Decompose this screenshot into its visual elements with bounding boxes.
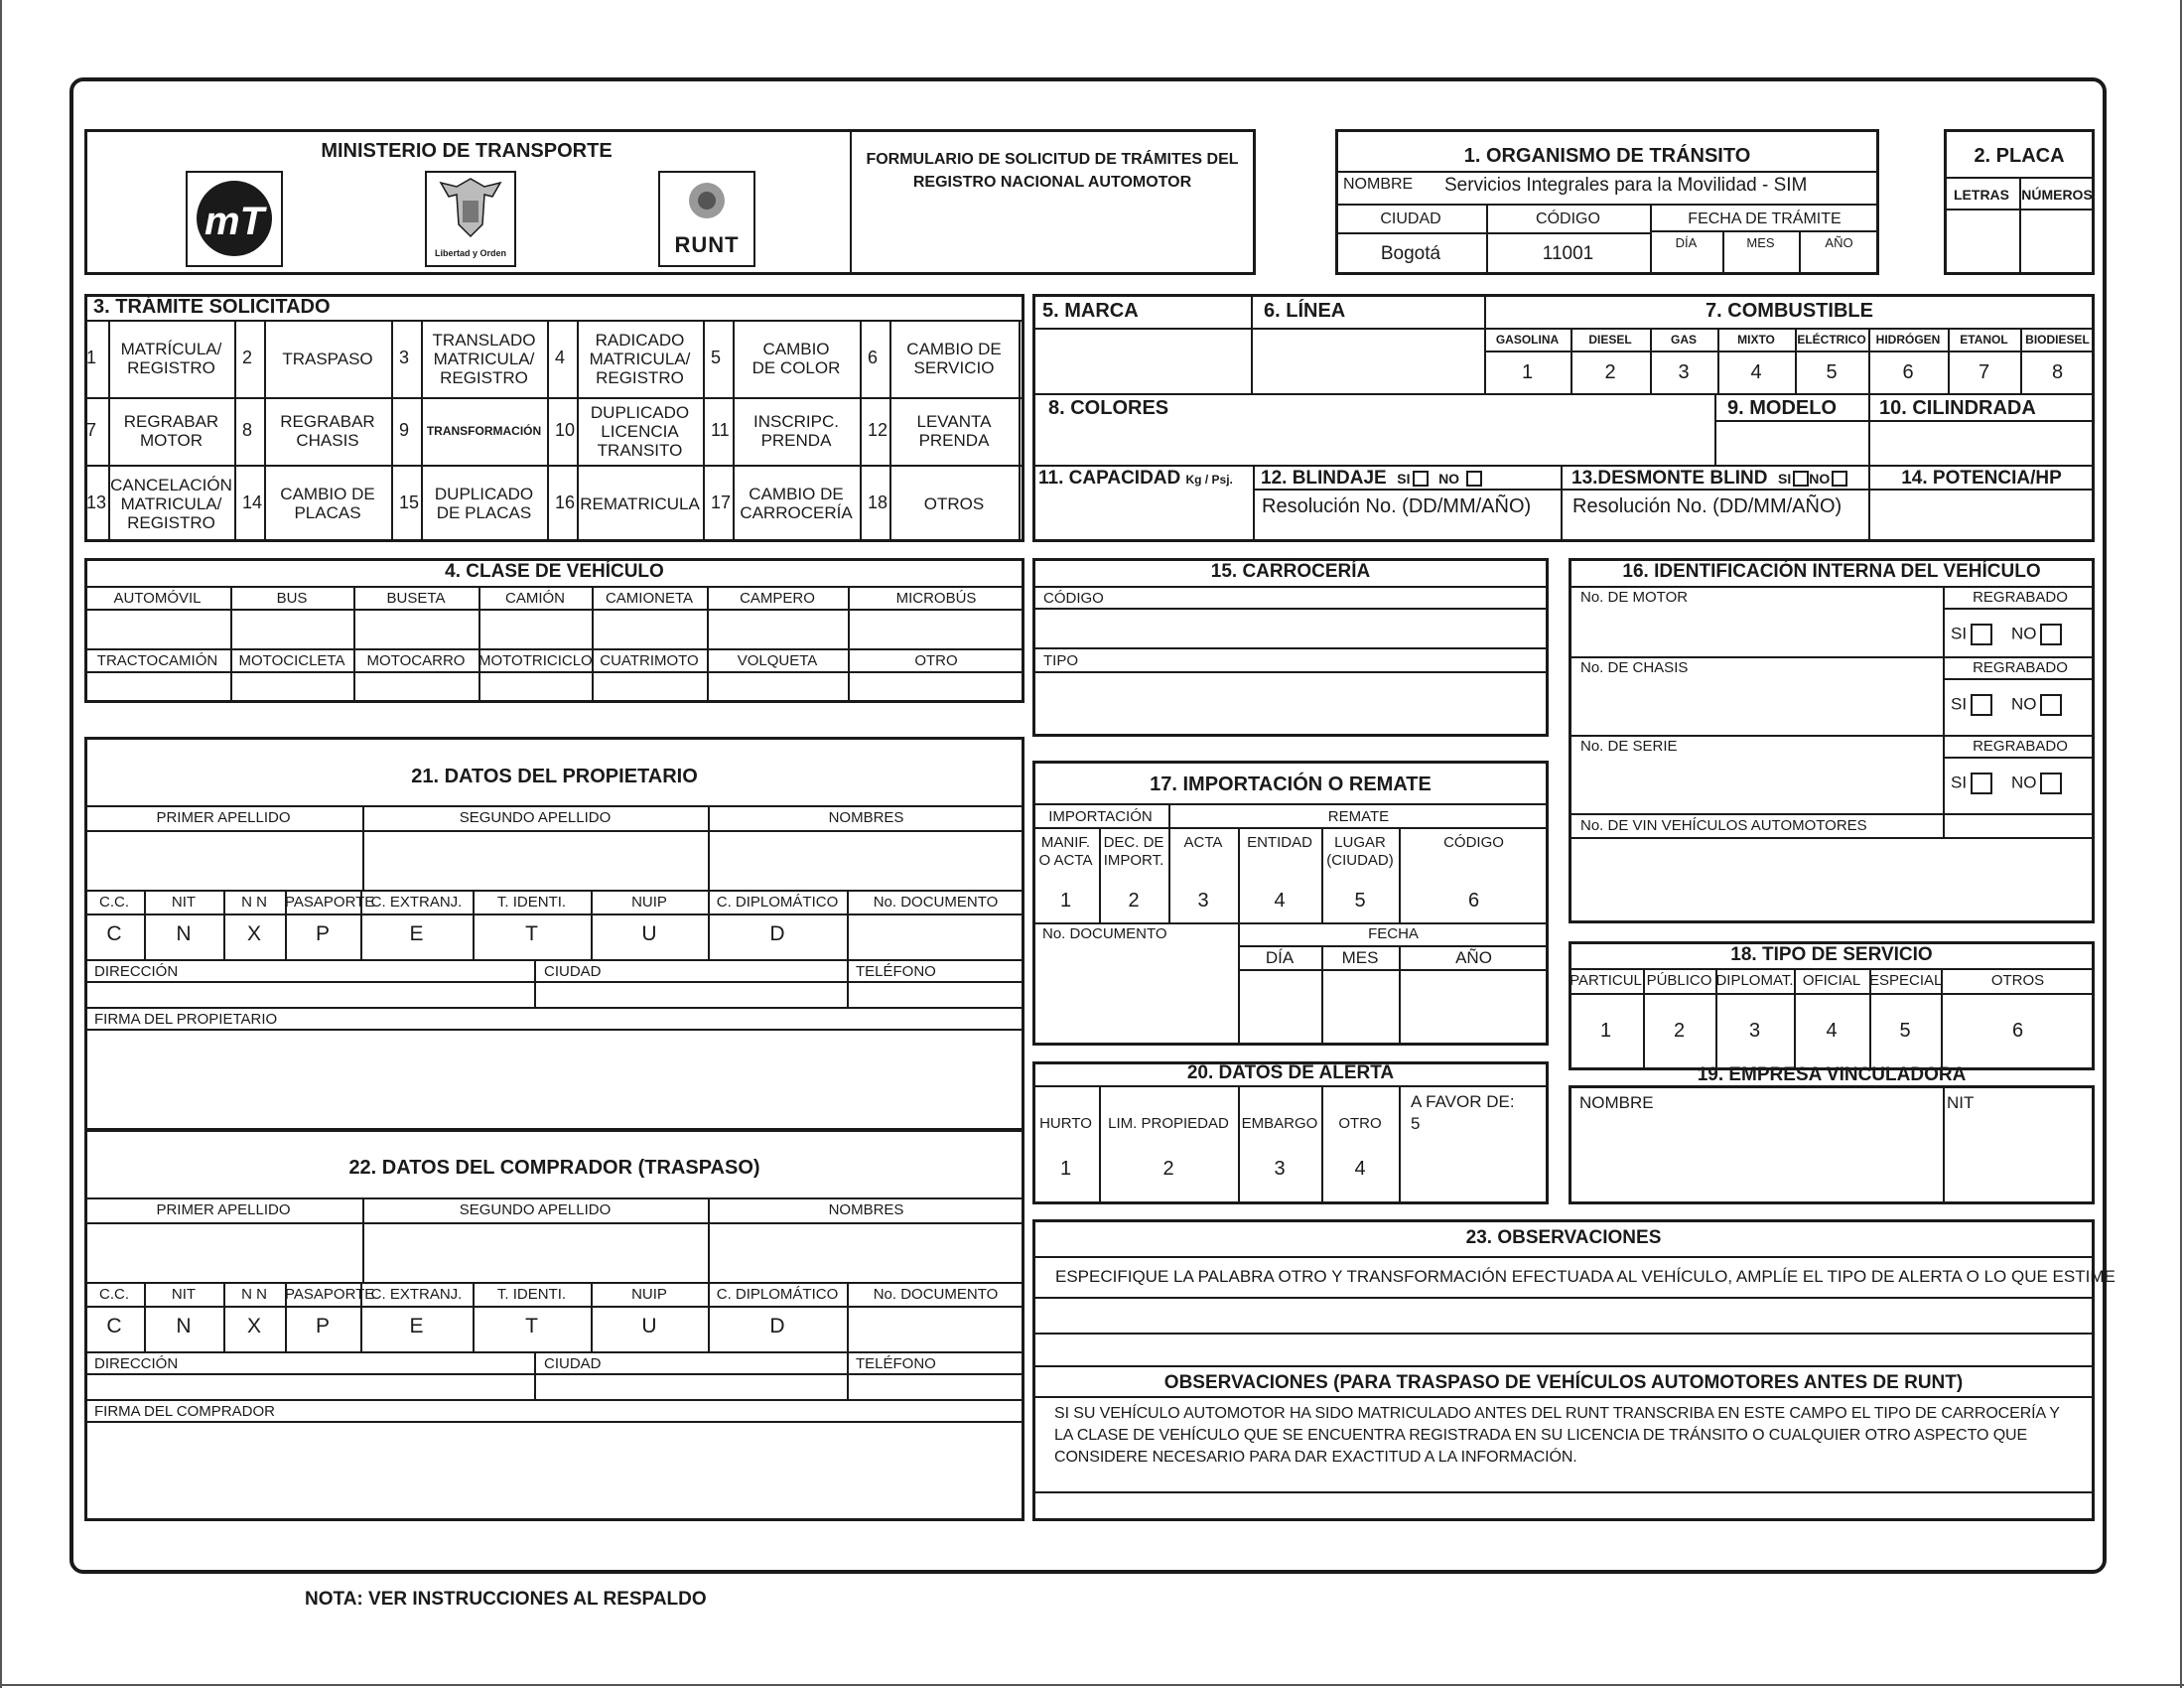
ident-chasis-no-checkbox[interactable]	[2040, 694, 2062, 716]
comprador-nombres-label: NOMBRES	[828, 1201, 904, 1218]
fuel-option-6[interactable]: 6	[1902, 361, 1914, 383]
marca-label: 5. MARCA	[1042, 300, 1139, 322]
tramite-num-18: 18	[868, 492, 888, 512]
servicio-option-2[interactable]: 2	[1673, 1020, 1686, 1042]
servicio-option-1[interactable]: 1	[1599, 1020, 1612, 1042]
propietario-doc-option-1[interactable]: C	[106, 922, 122, 945]
blindaje-no-checkbox[interactable]	[1466, 471, 1482, 487]
fuel-option-5[interactable]: 5	[1826, 361, 1838, 383]
clase-option-8[interactable]: TRACTOCAMIÓN	[96, 652, 218, 669]
identificacion-title: 16. IDENTIFICACIÓN INTERNA DEL VEHÍCULO	[1622, 561, 2041, 582]
clase-option-13[interactable]: VOLQUETA	[737, 652, 818, 669]
empresa-title: 19. EMPRESA VINCULADORA	[1697, 1064, 1967, 1085]
tramite-num-3: 3	[399, 348, 410, 367]
tramite-num-4: 4	[555, 348, 566, 367]
tramite-num-17: 17	[711, 492, 732, 512]
ident-chasis-label: No. DE CHASIS	[1580, 659, 1689, 676]
alerta-label-3: EMBARGO	[1241, 1115, 1318, 1132]
observaciones-traspaso-line3: CONSIDERE NECESARIO PARA DAR EXACTITUD A LA INFORMACIÓN.	[1054, 1449, 1577, 1466]
comprador-doc-option-7[interactable]: U	[641, 1315, 657, 1337]
svg-text:mT: mT	[205, 200, 264, 243]
runt-logo-text: RUNT	[674, 232, 740, 257]
blindaje-label	[1261, 468, 1482, 490]
imp-option-6[interactable]: 6	[1467, 890, 1480, 912]
servicio-label-6: OTROS	[1990, 972, 2045, 989]
servicio-label-4: OFICIAL	[1802, 972, 1861, 989]
propietario-firma-label: FIRMA DEL PROPIETARIO	[94, 1011, 278, 1028]
desmonte-resolucion[interactable]: Resolución No. (DD/MM/AÑO)	[1572, 495, 1843, 517]
colores-label: 8. COLORES	[1048, 397, 1169, 419]
observaciones-traspaso-line1: SI SU VEHÍCULO AUTOMOTOR HA SIDO MATRICULADO ANTES DEL RUNT TRANSCRIBA EN ESTE CAMPO EL TIPO DE CARROCERÍA Y	[1054, 1405, 2060, 1422]
propietario-nombres-label: NOMBRES	[828, 809, 904, 826]
tramite-option-3-l2[interactable]: MATRICULA/	[433, 349, 535, 368]
tramite-title: 3. TRÁMITE SOLICITADO	[93, 296, 331, 318]
imp-option-4[interactable]: 4	[1274, 890, 1286, 912]
servicio-label-3: DIPLOMAT.	[1715, 972, 1794, 989]
clase-title: 4. CLASE DE VEHÍCULO	[445, 561, 664, 582]
comprador-title: 22. DATOS DEL COMPRADOR (TRASPASO)	[348, 1157, 760, 1179]
fuel-label-7: ETANOL	[1960, 333, 2008, 347]
alerta-option-1[interactable]: 1	[1059, 1158, 1072, 1180]
organismo-nombre-label: NOMBRE	[1343, 176, 1414, 193]
coat-of-arms	[425, 171, 516, 267]
tramite-option-10-l1[interactable]: DUPLICADO	[590, 402, 690, 422]
clase-option-12[interactable]: CUATRIMOTO	[600, 652, 699, 669]
propietario-doc-option-7[interactable]: U	[641, 922, 657, 945]
comprador-doc-option-5[interactable]: E	[409, 1315, 424, 1337]
tramite-option-14-l1[interactable]: CAMBIO DE	[280, 485, 375, 503]
tramite-option-4-l2[interactable]: MATRICULA/	[589, 349, 691, 368]
tramite-option-11-l1[interactable]: INSCRIPC.	[753, 412, 839, 431]
combustible-label: 7. COMBUSTIBLE	[1706, 300, 1873, 322]
tramite-option-3-l1[interactable]: TRANSLADO	[432, 330, 536, 350]
fuel-option-4[interactable]: 4	[1750, 361, 1762, 383]
imp-col-6-label-1: CÓDIGO	[1443, 834, 1504, 851]
fuel-option-3[interactable]: 3	[1678, 361, 1690, 383]
tramite-num-16: 16	[555, 492, 576, 512]
propietario-doc-label-6: T. IDENTI.	[496, 894, 567, 911]
tramite-num-13: 13	[86, 492, 107, 512]
imp-option-5[interactable]: 5	[1354, 890, 1366, 912]
comprador-doc-label-4: PASAPORTE	[285, 1286, 375, 1303]
fuel-label-1: GASOLINA	[1495, 333, 1560, 347]
placa-numeros-label: NÚMEROS	[2021, 187, 2093, 203]
clase-option-4[interactable]: CAMIÓN	[505, 590, 565, 607]
alerta-option-3[interactable]: 3	[1274, 1158, 1286, 1180]
ident-serie-si: SI	[1951, 773, 1968, 792]
fuel-label-6: HIDRÓGEN	[1875, 333, 1941, 347]
propietario-doc-option-8[interactable]: D	[769, 922, 785, 945]
comprador-doc-label-6: T. IDENTI.	[496, 1286, 567, 1303]
imp-col-2-label-1: DEC. DE	[1103, 834, 1164, 851]
comprador-segundo-apellido-label: SEGUNDO APELLIDO	[459, 1201, 612, 1218]
propietario-primer-apellido-label: PRIMER APELLIDO	[156, 809, 291, 826]
coat-of-arms-icon	[427, 173, 514, 244]
blindaje-no: NO	[1438, 471, 1460, 487]
tramite-option-2-l1[interactable]: TRASPASO	[282, 349, 373, 368]
propietario-doc-label-7: NUIP	[631, 894, 667, 911]
tramite-option-18-l1[interactable]: OTROS	[923, 493, 985, 513]
ident-serie-no-checkbox[interactable]	[2040, 773, 2062, 794]
empresa-nombre-label: NOMBRE	[1579, 1093, 1654, 1112]
linea-label: 6. LÍNEA	[1264, 300, 1346, 322]
fecha-anio-label: AÑO	[1825, 235, 1853, 250]
fecha-dia-label: DÍA	[1675, 235, 1698, 250]
capacidad-unit: Kg / Psj.	[1185, 473, 1233, 487]
comprador-doc-option-8[interactable]: D	[769, 1315, 785, 1337]
tramite-num-14: 14	[242, 492, 263, 512]
imp-col-5-label-2: (CIUDAD)	[1326, 852, 1394, 869]
servicio-label-1: PARTICUL	[1570, 972, 1642, 989]
mt-logo-icon	[188, 173, 281, 265]
tramite-num-11: 11	[711, 420, 730, 440]
capacidad-label	[1038, 468, 1233, 490]
comprador-doc-label-2: NIT	[171, 1286, 197, 1303]
alerta-favor-num[interactable]: 5	[1411, 1114, 1421, 1133]
potencia-label: 14. POTENCIA/HP	[1901, 468, 2062, 489]
tramite-num-2: 2	[242, 348, 253, 367]
tramite-option-4-l1[interactable]: RADICADO	[595, 330, 685, 350]
desmonte-text: 13.DESMONTE BLIND	[1571, 468, 1768, 489]
modelo-label: 9. MODELO	[1727, 397, 1838, 419]
comprador-telefono-label: TELÉFONO	[856, 1355, 936, 1372]
alerta-label-2: LIM. PROPIEDAD	[1108, 1115, 1229, 1132]
tramite-option-4-l3[interactable]: REGISTRO	[596, 367, 684, 387]
comprador-doc-label-7: NUIP	[631, 1286, 667, 1303]
blindaje-si: SI	[1397, 471, 1411, 487]
propietario-doc-option-3[interactable]: X	[246, 922, 261, 945]
comprador-ciudad-label: CIUDAD	[544, 1355, 602, 1372]
tramite-num-10: 10	[555, 420, 576, 440]
comprador-doc-label-1: C.C.	[99, 1286, 129, 1303]
tramite-option-10-l2[interactable]: LICENCIA	[601, 421, 679, 441]
imp-option-3[interactable]: 3	[1197, 890, 1209, 912]
tramite-option-6-l2[interactable]: SERVICIO	[913, 358, 995, 377]
tramite-option-13-l1[interactable]: CANCELACIÓN	[110, 475, 232, 494]
desmonte-no-checkbox[interactable]	[1832, 471, 1847, 487]
fuel-option-2[interactable]: 2	[1604, 361, 1616, 383]
propietario-doc-option-5[interactable]: E	[409, 922, 424, 945]
clase-option-9[interactable]: MOTOCICLETA	[238, 652, 345, 669]
tramite-option-1-l2[interactable]: REGISTRO	[127, 358, 215, 377]
tramite-num-8: 8	[242, 420, 253, 440]
tramite-option-17-l1[interactable]: CAMBIO DE	[749, 485, 844, 503]
imp-option-2[interactable]: 2	[1128, 890, 1140, 912]
organismo-nombre-value[interactable]: Servicios Integrales para la Movilidad - SIM	[1444, 175, 1808, 196]
fuel-label-2: DIESEL	[1588, 333, 1632, 347]
propietario-doc-label-1: C.C.	[99, 894, 129, 911]
comprador-direccion-label: DIRECCIÓN	[94, 1355, 179, 1372]
tramite-option-17-l2[interactable]: CARROCERÍA	[740, 503, 853, 522]
comprador-doc-label-3: N N	[241, 1286, 267, 1303]
runt-logo-icon	[660, 173, 753, 232]
ident-motor-no-checkbox[interactable]	[2040, 624, 2062, 645]
propietario-doc-label-9: No. DOCUMENTO	[873, 894, 999, 911]
nota-footer: NOTA: VER INSTRUCCIONES AL RESPALDO	[305, 1589, 707, 1610]
fuel-option-1[interactable]: 1	[1521, 361, 1534, 383]
tramite-option-1-l1[interactable]: MATRÍCULA/	[120, 340, 222, 358]
observaciones-box	[1032, 1219, 2095, 1521]
form-title-1: FORMULARIO DE SOLICITUD DE TRÁMITES DEL	[866, 151, 1239, 168]
comprador-firma-label: FIRMA DEL COMPRADOR	[94, 1403, 275, 1420]
comprador-doc-label-9: No. DOCUMENTO	[873, 1286, 999, 1303]
comprador-doc-option-1[interactable]: C	[106, 1315, 122, 1337]
page-edge-bottom	[0, 1684, 2184, 1686]
fecha-mes-label: MES	[1746, 235, 1775, 250]
propietario-ciudad-label: CIUDAD	[544, 963, 602, 980]
comprador-doc-option-6[interactable]: T	[525, 1315, 538, 1337]
propietario-doc-label-5: C. EXTRANJ.	[370, 894, 463, 911]
fuel-option-8[interactable]: 8	[2051, 361, 2064, 383]
tramite-num-7: 7	[86, 420, 97, 440]
propietario-doc-option-2[interactable]: N	[176, 922, 192, 945]
tramite-option-15-l2[interactable]: DE PLACAS	[436, 503, 532, 522]
importacion-label: IMPORTACIÓN	[1048, 808, 1153, 825]
imp-option-1[interactable]: 1	[1059, 890, 1072, 912]
fuel-label-3: GAS	[1670, 333, 1697, 347]
empresa-nit-label: NIT	[1947, 1093, 1975, 1112]
ident-chasis-regrabado	[1951, 694, 2062, 716]
tramite-option-7-l1[interactable]: REGRABAR	[123, 412, 219, 431]
tramite-option-16-l1[interactable]: REMATRICULA	[580, 493, 700, 513]
ident-serie-si-checkbox[interactable]	[1971, 773, 1992, 794]
comprador-doc-label-5: C. EXTRANJ.	[370, 1286, 463, 1303]
tramite-num-5: 5	[711, 348, 722, 367]
alerta-label-1: HURTO	[1039, 1115, 1092, 1132]
tramite-option-5-l1[interactable]: CAMBIO	[762, 340, 830, 358]
carroceria-codigo-label: CÓDIGO	[1043, 590, 1104, 607]
tramite-option-13-l3[interactable]: REGISTRO	[127, 512, 215, 532]
ministry-title: MINISTERIO DE TRANSPORTE	[321, 140, 613, 162]
form-title-2: REGISTRO NACIONAL AUTOMOTOR	[912, 174, 1192, 191]
page-edge-left	[0, 0, 2, 1688]
comprador-doc-option-2[interactable]: N	[176, 1315, 192, 1337]
ident-motor-si-checkbox[interactable]	[1971, 624, 1992, 645]
fuel-option-7[interactable]: 7	[1978, 361, 1990, 383]
propietario-segundo-apellido-label: SEGUNDO APELLIDO	[459, 809, 612, 826]
importacion-documento-label: No. DOCUMENTO	[1042, 925, 1167, 942]
motto-text: Libertad y Orden	[434, 248, 506, 258]
capacidad-text: 11. CAPACIDAD	[1038, 468, 1181, 489]
imp-col-1-label-1: MANIF.	[1040, 834, 1091, 851]
organismo-codigo-label: CÓDIGO	[1536, 211, 1600, 227]
imp-dia-label: DÍA	[1265, 948, 1295, 967]
servicio-label-2: PÚBLICO	[1646, 972, 1712, 989]
clase-option-2[interactable]: BUS	[276, 590, 308, 607]
desmonte-si-checkbox[interactable]	[1793, 471, 1809, 487]
ident-serie-regrabado-label: REGRABADO	[1973, 738, 2068, 755]
ident-motor-regrabado-label: REGRABADO	[1973, 589, 2068, 606]
comprador-doc-option-3[interactable]: X	[246, 1315, 261, 1337]
tramite-option-15-l1[interactable]: DUPLICADO	[434, 485, 534, 503]
propietario-direccion-label: DIRECCIÓN	[94, 963, 179, 980]
servicio-label-5: ESPECIAL	[1869, 972, 1943, 989]
imp-col-2-label-2: IMPORT.	[1103, 852, 1164, 869]
alerta-favor-label: A FAVOR DE:	[1411, 1092, 1515, 1111]
ident-motor-si: SI	[1951, 624, 1968, 643]
imp-col-5-label-1: LUGAR	[1334, 834, 1386, 851]
importacion-title: 17. IMPORTACIÓN O REMATE	[1150, 774, 1432, 795]
cilindrada-label: 10. CILINDRADA	[1879, 397, 2036, 419]
importacion-fecha-label: FECHA	[1368, 925, 1419, 942]
tramite-option-11-l2[interactable]: PRENDA	[760, 431, 832, 450]
organismo-codigo-value[interactable]: 11001	[1542, 243, 1594, 264]
mt-logo	[186, 171, 283, 267]
tramite-option-7-l2[interactable]: MOTOR	[140, 431, 203, 450]
desmonte-no: NO	[1809, 471, 1831, 487]
ident-serie-regrabado	[1951, 773, 2062, 794]
imp-col-4-label-1: ENTIDAD	[1247, 834, 1312, 851]
clase-option-1[interactable]: AUTOMÓVIL	[113, 590, 202, 607]
fuel-label-8: BIODIESEL	[2025, 333, 2090, 347]
tramite-option-5-l2[interactable]: DE COLOR	[751, 358, 841, 377]
tramite-option-8-l2[interactable]: CHASIS	[296, 431, 359, 450]
desmonte-si: SI	[1777, 471, 1792, 487]
page-edge-right	[2180, 0, 2182, 1688]
servicio-option-5[interactable]: 5	[1899, 1020, 1911, 1042]
ident-chasis-si: SI	[1951, 694, 1968, 714]
imp-col-1-label-2: O ACTA	[1038, 852, 1093, 869]
tramite-option-10-l3[interactable]: TRANSITO	[597, 440, 683, 460]
propietario-doc-label-4: PASAPORTE	[285, 894, 375, 911]
alerta-option-2[interactable]: 2	[1162, 1158, 1174, 1180]
tramite-option-12-l2[interactable]: PRENDA	[918, 431, 990, 450]
observaciones-instructions: ESPECIFIQUE LA PALABRA OTRO Y TRANSFORMACIÓN EFECTUADA AL VEHÍCULO, AMPLÍE EL TIPO DE ALERTA O LO QUE ESTIME	[1055, 1267, 2116, 1286]
servicio-title: 18. TIPO DE SERVICIO	[1730, 944, 1933, 965]
propietario-title: 21. DATOS DEL PROPIETARIO	[411, 766, 698, 787]
alerta-label-4: OTRO	[1338, 1115, 1382, 1132]
tramite-num-9: 9	[399, 420, 410, 440]
observaciones-title: 23. OBSERVACIONES	[1465, 1227, 1662, 1248]
alerta-option-4[interactable]: 4	[1354, 1158, 1366, 1180]
clase-option-11[interactable]: MOTOTRICICLO	[478, 652, 593, 669]
clase-option-5[interactable]: CAMIONETA	[605, 590, 694, 607]
vin-label: No. DE VIN VEHÍCULOS AUTOMOTORES	[1580, 817, 1867, 834]
imp-anio-label: AÑO	[1455, 948, 1492, 967]
placa-title: 2. PLACA	[1974, 145, 2065, 167]
propietario-doc-option-4[interactable]: P	[315, 922, 330, 945]
organismo-title: 1. ORGANISMO DE TRÁNSITO	[1463, 145, 1751, 167]
tramite-option-14-l2[interactable]: PLACAS	[294, 503, 361, 522]
clase-option-7[interactable]: MICROBÚS	[895, 590, 977, 607]
clase-option-10[interactable]: MOTOCARRO	[366, 652, 466, 669]
comprador-primer-apellido-label: PRIMER APELLIDO	[156, 1201, 291, 1218]
ident-motor-regrabado	[1951, 624, 2062, 645]
blindaje-si-checkbox[interactable]	[1413, 471, 1429, 487]
observaciones-traspaso-line2: LA CLASE DE VEHÍCULO QUE SE ENCUENTRA REGISTRADA EN SU LICENCIA DE TRÁNSITO O CUALQUIER OTRO ASPECTO QUE	[1054, 1427, 2028, 1444]
servicio-option-4[interactable]: 4	[1826, 1020, 1838, 1042]
tramite-num-12: 12	[868, 420, 888, 440]
ident-chasis-no: NO	[2010, 694, 2037, 714]
ident-serie-no: NO	[2010, 773, 2037, 792]
clase-option-6[interactable]: CAMPERO	[740, 590, 815, 607]
servicio-option-3[interactable]: 3	[1748, 1020, 1761, 1042]
blindaje-text: 12. BLINDAJE	[1261, 468, 1387, 489]
tramite-option-3-l3[interactable]: REGISTRO	[440, 367, 528, 387]
tramite-option-8-l1[interactable]: REGRABAR	[280, 412, 375, 431]
ident-chasis-regrabado-label: REGRABADO	[1973, 659, 2068, 676]
tramite-option-13-l2[interactable]: MATRICULA/	[120, 493, 222, 513]
blindaje-resolucion[interactable]: Resolución No. (DD/MM/AÑO)	[1262, 495, 1532, 517]
ident-serie-label: No. DE SERIE	[1580, 738, 1678, 755]
propietario-telefono-label: TELÉFONO	[856, 963, 936, 980]
placa-letras-label: LETRAS	[1954, 187, 2009, 203]
imp-mes-label: MES	[1341, 948, 1379, 967]
tramite-num-15: 15	[399, 492, 420, 512]
tramite-num-6: 6	[868, 348, 879, 367]
organismo-fecha-label: FECHA DE TRÁMITE	[1688, 211, 1842, 227]
ident-motor-label: No. DE MOTOR	[1580, 589, 1689, 606]
ident-motor-no: NO	[2010, 624, 2037, 643]
observaciones-traspaso-title: OBSERVACIONES (PARA TRASPASO DE VEHÍCULOS AUTOMOTORES ANTES DE RUNT)	[1163, 1372, 1964, 1393]
tramite-option-9-l1[interactable]: TRANSFORMACIÓN	[426, 423, 542, 438]
servicio-option-6[interactable]: 6	[2011, 1020, 2024, 1042]
clase-option-14[interactable]: OTRO	[914, 652, 958, 669]
clase-option-3[interactable]: BUSETA	[386, 590, 446, 607]
runt-logo	[658, 171, 755, 267]
comprador-doc-option-4[interactable]: P	[315, 1315, 330, 1337]
alerta-title: 20. DATOS DE ALERTA	[1186, 1062, 1395, 1083]
propietario-doc-option-6[interactable]: T	[525, 922, 538, 945]
remate-label: REMATE	[1327, 808, 1390, 825]
organismo-ciudad-value[interactable]: Bogotá	[1380, 243, 1441, 264]
carroceria-tipo-label: TIPO	[1043, 652, 1079, 669]
propietario-doc-label-3: N N	[241, 894, 267, 911]
propietario-doc-label-8: C. DIPLOMÁTICO	[716, 894, 839, 911]
fuel-label-4: MIXTO	[1737, 333, 1775, 347]
tramite-option-12-l1[interactable]: LEVANTA	[916, 412, 992, 431]
imp-col-3-label-1: ACTA	[1183, 834, 1223, 851]
tramite-option-6-l1[interactable]: CAMBIO DE	[906, 340, 1002, 358]
carroceria-title: 15. CARROCERÍA	[1210, 561, 1371, 582]
organismo-ciudad-label: CIUDAD	[1380, 211, 1441, 227]
tramite-num-1: 1	[86, 348, 97, 367]
propietario-doc-label-2: NIT	[171, 894, 197, 911]
comprador-doc-label-8: C. DIPLOMÁTICO	[716, 1286, 839, 1303]
fuel-label-5: ELÉCTRICO	[1797, 333, 1866, 347]
desmonte-label	[1571, 468, 1847, 490]
ident-chasis-si-checkbox[interactable]	[1971, 694, 1992, 716]
